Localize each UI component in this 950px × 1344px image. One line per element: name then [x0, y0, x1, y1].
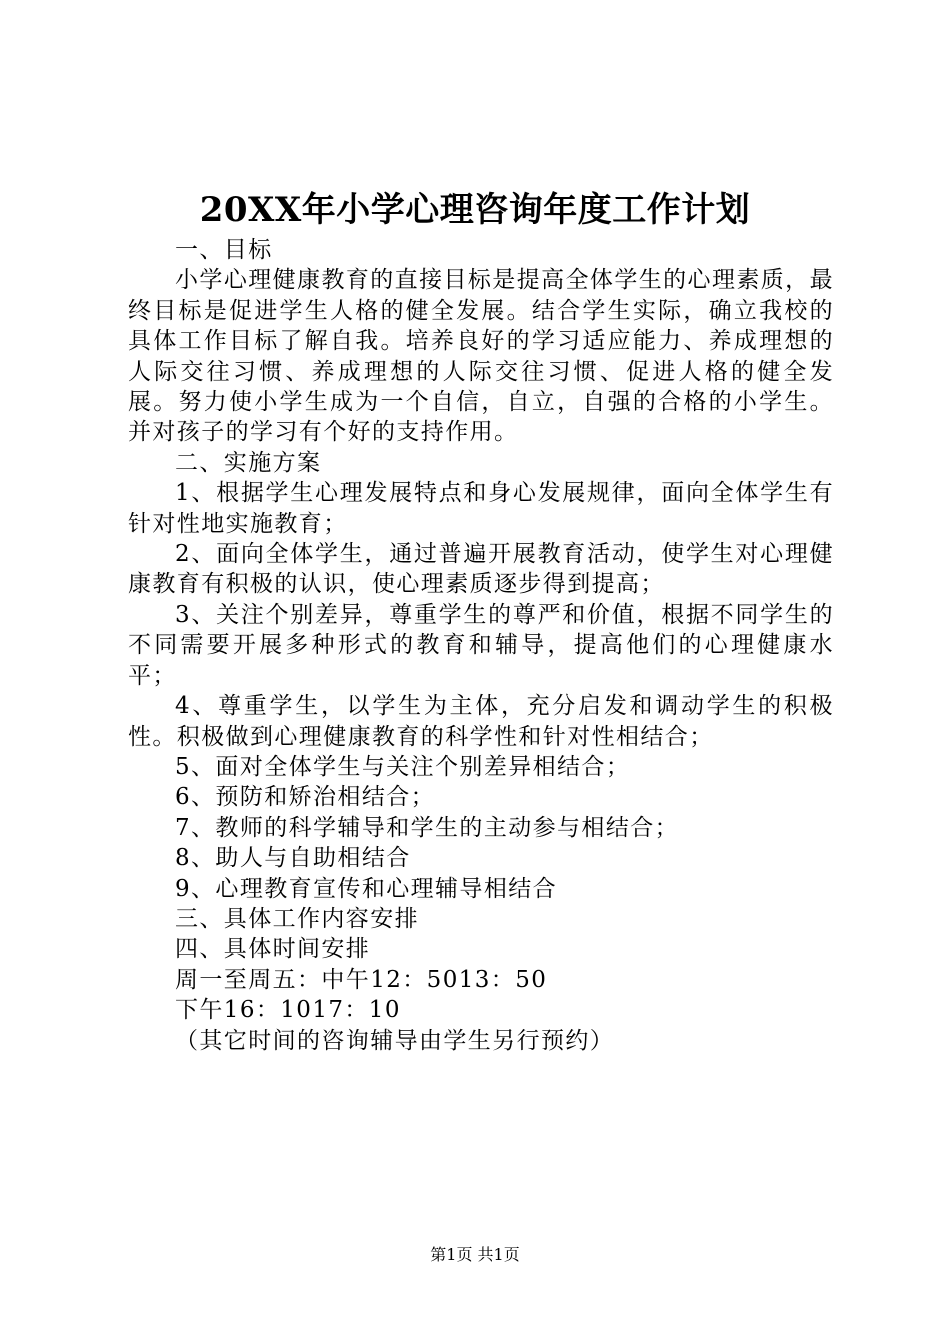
- page-footer: 第1页 共1页: [430, 1245, 520, 1264]
- section-heading-schedule: 四、具体时间安排: [175, 936, 371, 963]
- schedule-noon: 周一至周五：中午12：5013：50: [175, 966, 548, 993]
- document-title: 20XX年小学心理咨询年度工作计划: [199, 190, 751, 230]
- document-body: [128, 235, 834, 1056]
- section-heading-implementation: 二、实施方案: [175, 449, 322, 476]
- implementation-item-5: 5、面对全体学生与关注个别差异相结合；: [175, 753, 631, 780]
- implementation-item-3: 3、关注个别差异，尊重学生的尊严和价值，根据不同学生的不同需要开展多种形式的教育和辅导，提高他们的心理健康水平；: [128, 601, 834, 689]
- implementation-item-6: 6、预防和矫治相结合；: [175, 784, 436, 811]
- section-heading-goals: 一、目标: [175, 237, 273, 263]
- implementation-item-2: 2、面向全体学生，通过普遍开展教育活动，使学生对心理健康教育有积极的认识，使心理素质逐步得到提高；: [128, 541, 834, 598]
- implementation-item-8: 8、助人与自助相结合: [175, 845, 411, 872]
- implementation-item-4: 4、尊重学生，以学生为主体，充分启发和调动学生的积极性。积极做到心理健康教育的科学性和针对性相结合；: [128, 693, 834, 750]
- section-heading-work-content: 三、具体工作内容安排: [175, 905, 419, 932]
- schedule-note: （其它时间的咨询辅导由学生另行预约）: [175, 1027, 615, 1054]
- implementation-item-1: 1、根据学生心理发展特点和身心发展规律，面向全体学生有针对性地实施教育；: [128, 480, 834, 537]
- goals-paragraph: 小学心理健康教育的直接目标是提高全体学生的心理素质，最终目标是促进学生人格的健全发展。结合学生实际，确立我校的具体工作目标了解自我。培养良好的学习适应能力、养成理想的人际交往习惯、养成理想的人际交往习惯、促进人格的健全发展。努力使小学生成为一个自信，自立，自强的合格的小学生。并对孩子的学习有个好的支持作用。: [128, 267, 834, 446]
- implementation-item-7: 7、教师的科学辅导和学生的主动参与相结合；: [175, 814, 680, 841]
- implementation-item-9: 9、心理教育宣传和心理辅导相结合: [175, 875, 558, 902]
- schedule-afternoon: 下午16：1017：10: [175, 997, 401, 1024]
